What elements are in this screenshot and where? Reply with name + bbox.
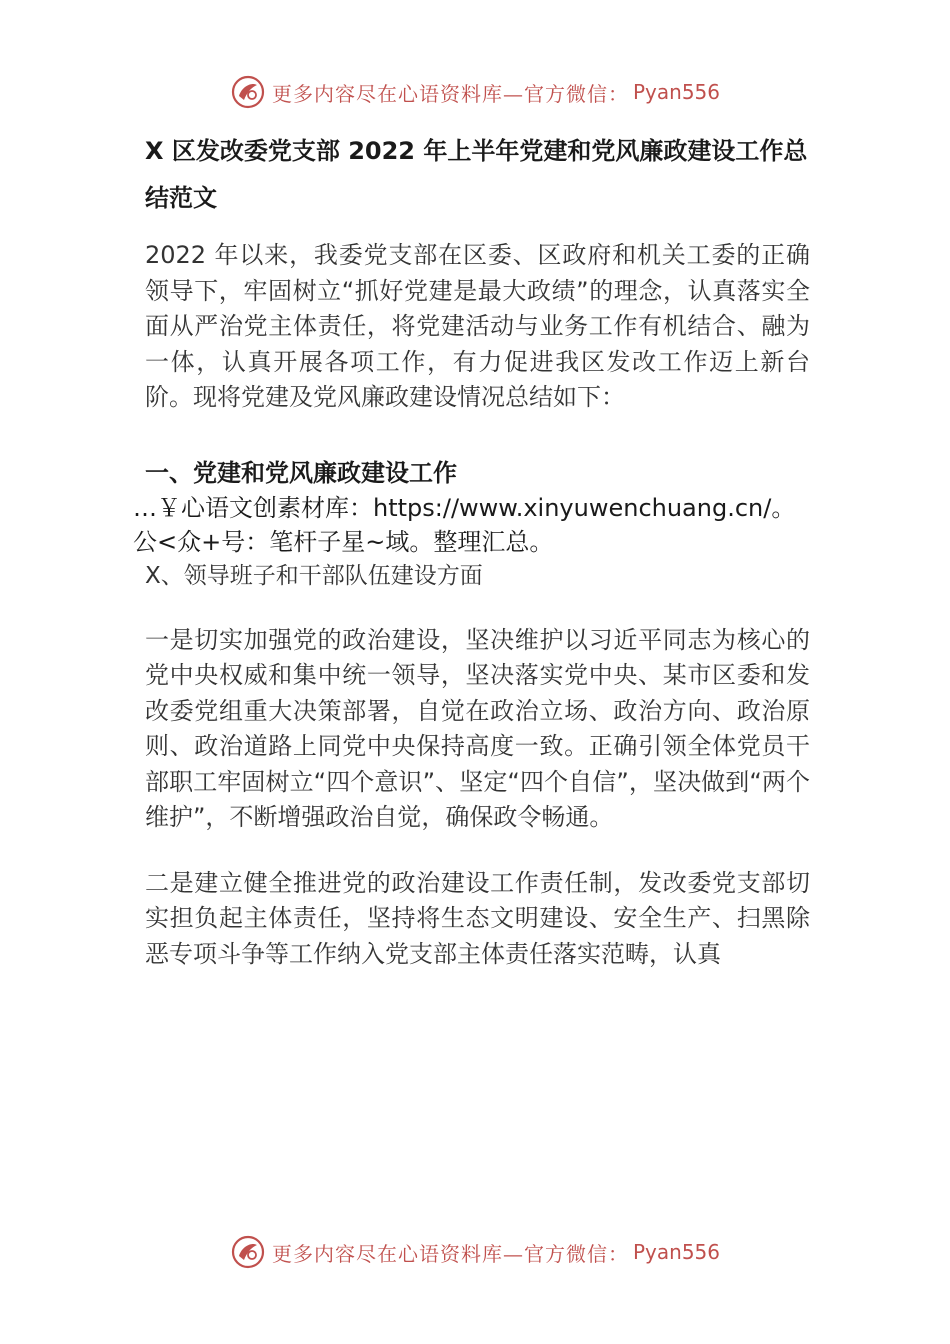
watermark-text: 更多内容尽在心语资料库—官方微信：: [271, 1241, 629, 1266]
logo-icon: [230, 1234, 266, 1270]
promo-line-2: 公<众+号：笔杆子星~域。整理汇总。: [133, 527, 554, 556]
paragraph-1: 一是切实加强党的政治建设，坚决维护以习近平同志为核心的党中央权威和集中统一领导，坚决落实党中央、某市区委和发改委党组重大决策部署，自觉在政治立场、政治方向、政治原则、政治道路上同党中央保持高度一致。正确引领全体党员干部职工牢固树立“四个意识”、坚定“四个自信”，坚决做到“两个维护”，不断增强政治自觉，确保政令畅通。: [145, 625, 810, 831]
watermark-text: 更多内容尽在心语资料库—官方微信：: [271, 81, 629, 106]
watermark-id: Pyan556: [632, 1240, 720, 1264]
intro-paragraph: 2022 年以来，我委党支部在区委、区政府和机关工委的正确领导下，牢固树立“抓好党建是最大政绩”的理念，认真落实全面从严治党主体责任，将党建活动与业务工作有机结合、融为一体，认真开展各项工作，有力促进我区发改工作迈上新台阶。现将党建及党风廉政建设情况总结如下：: [145, 241, 810, 411]
promo-line-1: …￥心语文创素材库：https://www.xinyuwenchuang.cn/。: [133, 493, 796, 522]
watermark-banner-bottom: [0, 1232, 950, 1272]
section-heading: 一、党建和党风廉政建设工作: [145, 458, 457, 487]
document-title: X 区发改委党支部 2022 年上半年党建和党风廉政建设工作总结范文: [145, 137, 808, 212]
document-body: [133, 128, 810, 972]
watermark-banner-top: [0, 72, 950, 112]
logo-icon: [230, 74, 266, 110]
watermark-id: Pyan556: [632, 80, 720, 104]
subsection-heading: X、领导班子和干部队伍建设方面: [145, 562, 483, 589]
paragraph-2: 二是建立健全推进党的政治建设工作责任制，发改委党支部切实担负起主体责任，坚持将生态文明建设、安全生产、扫黑除恶专项斗争等工作纳入党支部主体责任落实范畴，认真: [145, 868, 810, 968]
